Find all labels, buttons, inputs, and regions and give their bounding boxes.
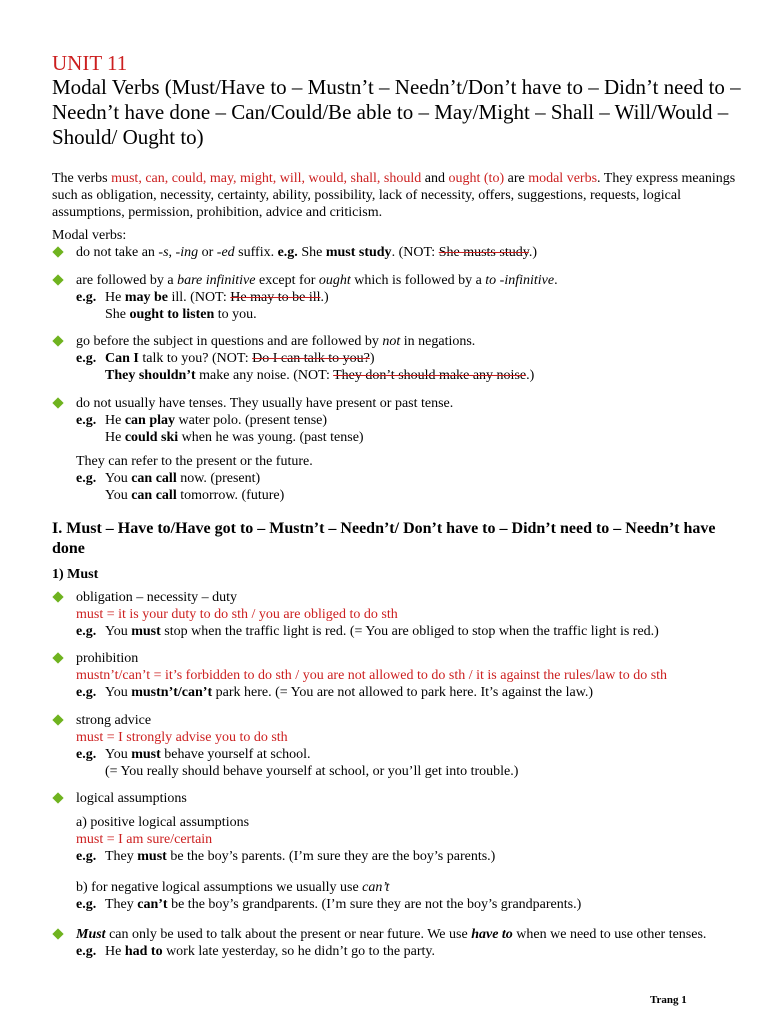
diamond-bullet-icon (52, 714, 63, 725)
diamond-bullet-icon (52, 591, 63, 602)
unit-title: Modal Verbs (Must/Have to – Mustn’t – Needn’t/Don’t have to – Didn’t need to – Needn’t have done – Can/Could/Be able to – May/Might – Shall – Will/Would – Should/ Ought to) (52, 75, 741, 149)
unit-label: UNIT 11 (52, 51, 128, 75)
bullet-obligation: obligation – necessity – duty must = it is your duty to do sth / you are obliged to do sth e.g. You must stop when the traffic light is red. (= You are obliged to stop when the traffic light is red.) (52, 589, 752, 640)
subsection-heading: 1) Must (52, 567, 99, 582)
diamond-bullet-icon (52, 246, 63, 257)
bullet-strong-advice: strong advice must = I strongly advise you to do sth e.g. You must behave yourself at school. (= You really should behave yourself at school, or you’ll get into trouble.) (52, 712, 752, 780)
bullet-prohibition: prohibition mustn’t/can’t = it’s forbidden to do sth / you are not allowed to do sth / it is against the rules/law to do sth e.g. You mustn’t/can’t park here. (= You are not allowed to park here. It’s against the law.) (52, 650, 752, 701)
diamond-bullet-icon (52, 928, 63, 939)
diamond-bullet-icon (52, 652, 63, 663)
page-number: Trang 1 (650, 994, 687, 1006)
section-heading: I. Must – Have to/Have got to – Mustn’t – Needn’t/ Don’t have to – Didn’t need to – Needn’t have done (52, 520, 716, 557)
diamond-bullet-icon (52, 792, 63, 803)
bullet-must-have-to-tenses: Must can only be used to talk about the present or near future. We use have to when we need to use other tenses. e.g. He had to work late yesterday, so he didn’t go to the party. (52, 926, 752, 960)
diamond-bullet-icon (52, 274, 63, 285)
bullet-no-suffix: do not take an -s, -ing or -ed suffix. e.g. She must study. (NOT: She musts study.) (52, 244, 752, 261)
modal-verbs-label: Modal verbs: (52, 228, 127, 243)
diamond-bullet-icon (52, 335, 63, 346)
intro-paragraph: The verbs must, can, could, may, might, will, would, shall, should and ought (to) are modal verbs. They express meanings such as obligation, necessity, certainty, ability, possibility, lack of necessity, offers, suggestions, requests, logical assumptions, permission, prohibition, advice and criticism. (52, 171, 736, 220)
bullet-logical-assumptions: logical assumptions a) positive logical assumptions must = I am sure/certain e.g. They must be the boy’s parents. (I’m sure they are the boy’s parents.) b) for negative logical assumptions we usually use can’t e.g. They can’t be the boy’s grandparents. (I’m sure they are not the boy’s grandparents.) (52, 790, 752, 913)
diamond-bullet-icon (52, 397, 63, 408)
bullet-tenses: do not usually have tenses. They usually have present or past tense. e.g. He can play water polo. (present tense) He could ski when he was young. (past tense) They can refer to the present or the future. e.g. You can call now. (present) You can call tomorrow. (future) (52, 395, 752, 504)
bullet-bare-infinitive: are followed by a bare infinitive except for ought which is followed by a to -infinitive. e.g. He may be ill. (NOT: He may to be ill.) She ought to listen to you. (52, 272, 752, 323)
bullet-questions-negations: go before the subject in questions and are followed by not in negations. e.g. Can I talk to you? (NOT: Do I can talk to you?) They shouldn’t make any noise. (NOT: They don’t should make any noise.) (52, 333, 752, 384)
